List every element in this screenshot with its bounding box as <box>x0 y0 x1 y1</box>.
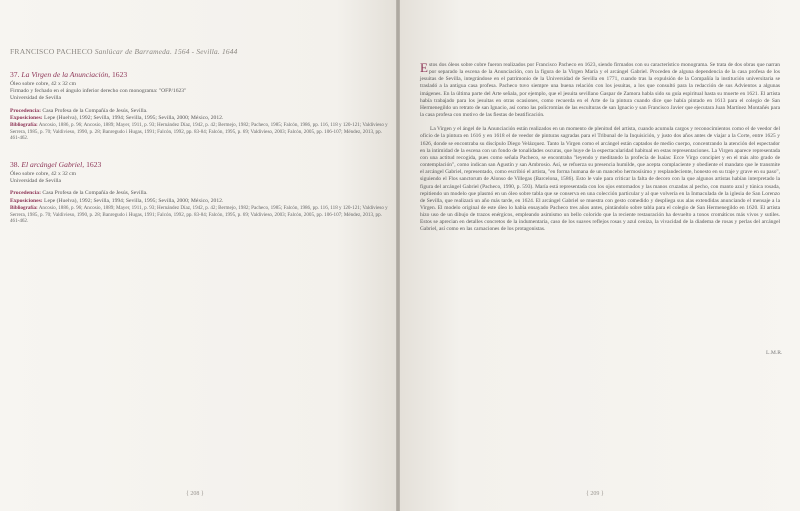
exhibitions-text: Lepe (Huelva), 1992; Sevilla, 1994; Sevilla, 1995; Sevilla, 2000; México, 2012. <box>44 114 224 121</box>
running-head <box>10 47 238 56</box>
right-page <box>400 0 800 511</box>
exhibitions-text: Lepe (Huelva), 1992; Sevilla, 1994; Sevilla, 1995; Sevilla, 2000; México, 2012. <box>44 197 224 204</box>
exhibitions-label: Exposiciones: <box>10 197 43 204</box>
essay-paragraph-1 <box>420 62 780 119</box>
paragraph-1-text: stos dos óleos sobre cobre fueron realizados por Francisco Pacheco en 1623, siendo firmados con su característico monograma. Se trata de dos obras que narran por separado la escena de la Anunciación, con la figura de la Virgen María y el arcángel Gabriel. Proceden de alguna dependencia de la casa profesa de los jesuitas de Sevilla, integrándose en el patrimonio de la Universidad de Sevilla en 1771, cuando tras la expulsión de la Compañía la institución universitaria se trasladó a la antigua casa profesa. Pacheco tuvo siempre una buena relación con los jesuitas, a los que consultó para la redacción de sus Advientos a algunas imágenes. En la última parte del Arte señala, por ejemplo, que el jesuita sevillano Gaspar de Zamora habla sido su guía espiritual hasta su muerte en 1621. El artista había trabajado para los jesuitas en otras ocasiones, como recuerda en el Arte de la pintura cuando dice que había pintado en 1613 para el colegio de San Hermenegildo un retrato de san Ignacio, así como las policromías de las esculturas de san Ignacio y san Francisco Javier que ejecutara Juan Martínez Montañés para la casa profesa con motivo de las fiestas de beatificación. <box>420 62 780 119</box>
entry-year: 1623 <box>86 160 102 169</box>
bibliography-text: Ancosio, 1886, p. 96; Ancosio, 1889; Mayer, 1911, p. 93; Hernández Díaz, 1942, p. 42; Bermejo, 1982; Pacheco, 1985; Falcón, 1986, pp. 116, 118 y 120-121; Valdivieso y Serrera, 1985, p. 70; Valdivieso, 1990, p. 28; Banregudo i Hugas, 1991; Falcón, 1992, pp. 83-84; Falcón, 1995, p. 69; Valdivieso, 2003; Falcón, 2005, pp. 106-107; Méndez, 2013, pp. 461-462. <box>10 204 388 225</box>
entry-bibliography <box>10 122 392 142</box>
entry-title <box>10 70 392 79</box>
entry-inscription: Firmado y fechado en el ángulo inferior derecho con monograma: "OFP/1623" <box>10 88 187 95</box>
entry-title <box>10 160 392 169</box>
exhibitions-label: Exposiciones: <box>10 114 43 121</box>
entry-title-text: La Virgen de la Anunciación, <box>21 70 111 79</box>
entry-medium: Óleo sobre cobre, 42 x 32 cm <box>10 171 77 177</box>
provenance-label: Procedencia: <box>10 190 41 197</box>
provenance-label: Procedencia: <box>10 107 41 114</box>
artist-dates: Sanlúcar de Barrameda. 1564 - Sevilla. 1644 <box>94 47 238 56</box>
catalog-entry-38 <box>10 160 392 225</box>
entry-title-text: El arcángel Gabriel, <box>21 160 85 169</box>
entry-owner: Universidad de Sevilla <box>10 95 61 102</box>
page-number-left: { 208 } <box>186 491 204 497</box>
entry-owner: Universidad de Sevilla <box>10 178 61 185</box>
entry-provenance <box>10 108 392 115</box>
entry-medium: Óleo sobre cobre, 42 x 32 cm <box>10 81 77 87</box>
entry-provenance <box>10 190 392 197</box>
bibliography-text: Ancosio, 1886, p. 96; Ancosio, 1889; Mayer, 1911, p. 93; Hernández Díaz, 1942, p. 42; Bermejo, 1982; Pacheco, 1985; Falcón, 1986, pp. 116, 118 y 120-121; Valdivieso y Serrera, 1985, p. 70; Valdivieso, 1990, p. 28; Banregudo i Hugas, 1991; Falcón, 1992, pp. 83-84; Falcón, 1995, p. 69; Valdivieso, 2003; Falcón, 2005, pp. 106-107; Méndez, 2013, pp. 461-462. <box>10 122 388 142</box>
catalog-entry-37 <box>10 70 392 142</box>
bibliography-label: Bibliografía: <box>10 204 38 211</box>
page-number-right: { 209 } <box>586 491 604 497</box>
entry-exhibitions <box>10 115 392 122</box>
entry-number: 37. <box>10 70 20 79</box>
artist-name: FRANCISCO PACHECO <box>10 47 93 56</box>
entry-exhibitions <box>10 198 392 205</box>
entry-bibliography <box>10 205 392 225</box>
paragraph-2-text: La Virgen y el ángel de la Anunciación están realizados en un momento de plenitud del artista, cuando acumula cargos y reconocimientos como el de veedor del oficio de la pintura en 1616 y en 1618 el de veedor de pinturas sagradas para el Tribunal de la Inquisición, y justo dos años antes de viajar a la Corte, entre 1625 y 1626, donde se encontraba su discípulo Diego Velázquez. Tanto la Virgen como el arcángel están captados de medio cuerpo, concentrando la atención del espectador en la intimidad de la escena con un fondo de tonalidades oscuras, que huye de la espectacularidad habitual en estas representaciones. La Virgen aparece representada con una actitud recogida, pues como señala Pacheco, se encontraba "leyendo y meditando la profecía de Isaías: Ecce Virgo concipiet y en el más alto grado de contemplación", como indican san Agustín y san Ambrosio. Así, se refuerza su presencia humilde, que acepta complaciente y obediente el mandato que le transmite el arcángel Gabriel, representado, como escribió el artista, "en forma humana de un mancebo hermosísimo y resplandeciente, honesto en su traje y grave en su paso", siguiendo el Flos sanctorum de Alonso de Villegas (Barcelona, 1586). Esto le vale para criticar la falta de decoro con la que algunos artistas habían interpretado la figura del arcángel Gabriel (Pacheco, 1990, p. 593). María está representada con los ojos entornados y las manos cruzadas al pecho, con manto azul y túnica rosada, repitiendo un modelo que plasmó en un óleo sobre tabla que se conserva en una colección particular y al que volvería en la Inmaculada de la iglesia de San Lorenzo de Sevilla, que realizará un año más tarde, en 1624. El arcángel Gabriel se muestra con gesto comedido y despliega sus alas extendidas anunciando el mensaje a la Virgen. El modelo original de este óleo lo había ensayado Pacheco tres años antes, pintándolo sobre tabla para el colegio de San Hermenegildo en 1620. El artista hizo uso de un dibujo de trazos enérgicos, empleando asimismo un bello colorido que la reciente restauración ha devuelto a tonos cromáticos más vivos y sutiles. Estos se aprecian en detalles concretos de la indumentaria, caso de los suaves reflejos rosas y azul ceniza, la vivacidad de la diadema de rosas y perlas del arcángel Gabriel, así como en las carnaciones de los protagonistas. <box>420 126 780 233</box>
left-page <box>0 0 396 511</box>
essay-paragraph-2 <box>420 126 780 233</box>
author-initials: L.M.R. <box>766 350 783 356</box>
drop-cap: E <box>420 60 428 75</box>
bibliography-label: Bibliografía: <box>10 122 38 129</box>
entry-number: 38. <box>10 160 20 169</box>
provenance-text: Casa Profesa de la Compañía de Jesús, Sevilla. <box>42 107 148 114</box>
provenance-text: Casa Profesa de la Compañía de Jesús, Sevilla. <box>42 190 148 197</box>
entry-year: 1623 <box>111 70 128 79</box>
essay-text <box>420 62 780 234</box>
